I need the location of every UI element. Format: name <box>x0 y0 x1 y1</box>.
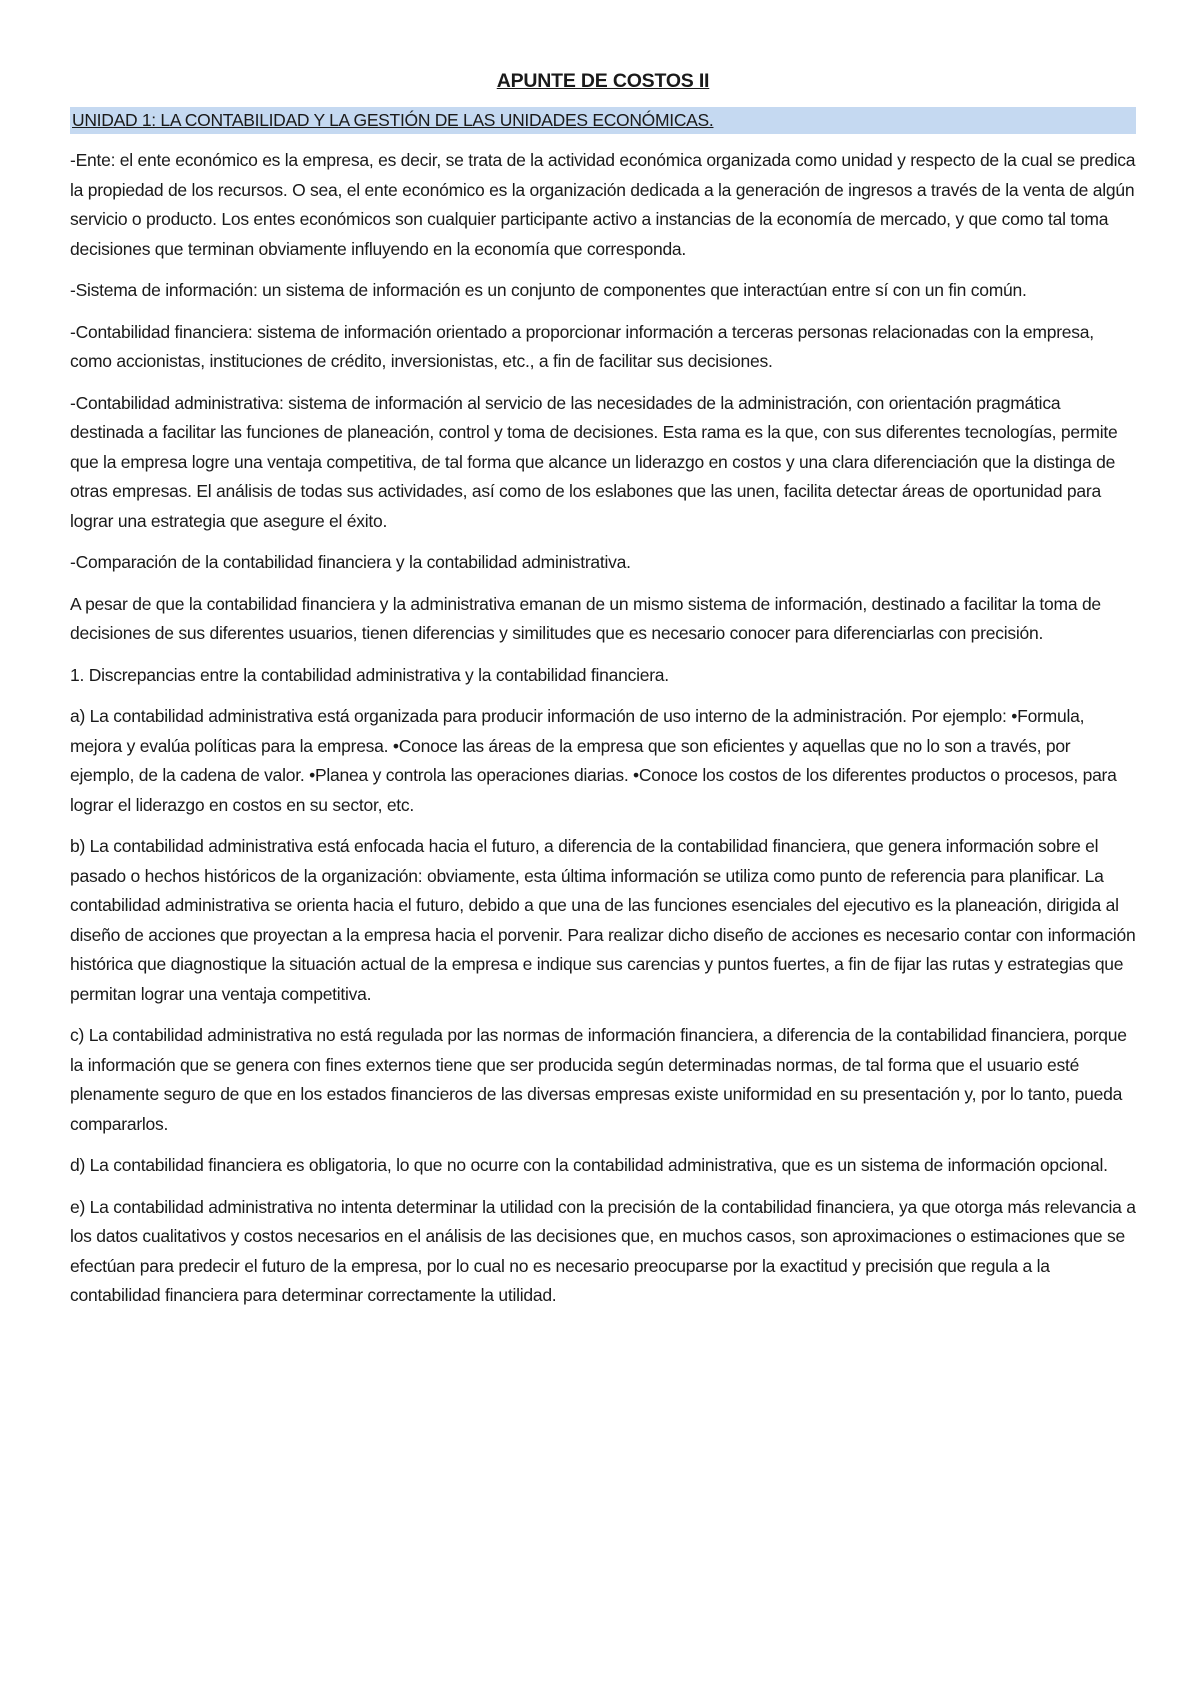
paragraph-contabilidad-administrativa: -Contabilidad administrativa: sistema de información al servicio de las necesidades de la administración, con orientación pragmática destinada a facilitar las funciones de planeación, control y toma de decisiones. Esta rama es la que, con sus diferentes tecnologías, permite que la empresa logre una ventaja competitiva, de tal forma que alcance un liderazgo en costos y una clara diferenciación que la distinga de otras empresas. El análisis de todas sus actividades, así como de los eslabones que las unen, facilita detectar áreas de oportunidad para lograr una estrategia que asegure el éxito. <box>70 392 1118 531</box>
paragraph-item-c: c) La contabilidad administrativa no está regulada por las normas de información financiera, a diferencia de la contabilidad financiera, porque la información que se genera con fines externos tiene que ser producida según determinadas normas, de tal forma que el usuario esté plenamente seguro de que en los estados financieros de las diversas empresas existe uniformidad en su presentación y, por lo tanto, pueda compararlos. <box>70 1025 1127 1134</box>
paragraph-ente: -Ente: el ente económico es la empresa, es decir, se trata de la actividad económica organizada como unidad y respecto de la cual se predica la propiedad de los recursos. O sea, el ente económico es la organización dedicada a la generación de ingresos a través de la venta de algún servicio o producto. Los entes económicos son cualquier participante activo a instancias de la economía de mercado, y que como tal toma decisiones que terminan obviamente influyendo en la economía que corresponda. <box>70 150 1136 259</box>
paragraph-item-d: d) La contabilidad financiera es obligatoria, lo que no ocurre con la contabilidad administrativa, que es un sistema de información opcional. <box>70 1155 1108 1175</box>
paragraph-contabilidad-financiera: -Contabilidad financiera: sistema de información orientado a proporcionar información a terceras personas relacionadas con la empresa, como accionistas, instituciones de crédito, inversionistas, etc., a fin de facilitar sus decisiones. <box>70 321 1094 371</box>
paragraph-comparacion: -Comparación de la contabilidad financiera y la contabilidad administrativa. <box>70 552 631 572</box>
paragraph-item-e: e) La contabilidad administrativa no intenta determinar la utilidad con la precisión de la contabilidad financiera, ya que otorga más relevancia a los datos cualitativos y costos necesarios en el análisis de las decisiones que, en muchos casos, son aproximaciones o estimaciones que se efectúan para predecir el futuro de la empresa, por lo cual no es necesario preocuparse por la exactitud y precisión que regula a la contabilidad financiera para determinar correctamente la utilidad. <box>70 1196 1136 1305</box>
unit-heading: UNIDAD 1: LA CONTABILIDAD Y LA GESTIÓN DE LAS UNIDADES ECONÓMICAS. <box>70 107 1136 134</box>
paragraph-discrepancias: 1. Discrepancias entre la contabilidad administrativa y la contabilidad financiera. <box>70 664 669 685</box>
paragraph-item-b: b) La contabilidad administrativa está enfocada hacia el futuro, a diferencia de la contabilidad financiera, que genera información sobre el pasado o hechos históricos de la organización: obviamente, esta última información se utiliza como punto de referencia para planificar. La contabilidad administrativa se orienta hacia el futuro, debido a que una de las funciones esenciales del ejecutivo es la planeación, dirigida al diseño de acciones que proyectan a la empresa hacia el porvenir. Para realizar dicho diseño de acciones es necesario contar con información histórica que diagnostique la situación actual de la empresa e indique sus carencias y puntos fuertes, a fin de fijar las rutas y estrategias que permitan lograr una ventaja competitiva. <box>70 836 1136 1004</box>
document-title: APUNTE DE COSTOS II <box>496 70 710 92</box>
paragraph-sistema-informacion: -Sistema de información: un sistema de información es un conjunto de componentes que interactúan entre sí con un fin común. <box>70 280 1027 300</box>
paragraph-item-a: a) La contabilidad administrativa está organizada para producir información de uso interno de la administración. Por ejemplo: •Formula, mejora y evalúa políticas para la empresa. •Conoce las áreas de la empresa que son eficientes y aquellas que no lo son a través, por ejemplo, de la cadena de valor. •Planea y controla las operaciones diarias. •Conoce los costos de los diferentes productos o procesos, para lograr el liderazgo en costos en su sector, etc. <box>70 706 1117 815</box>
paragraph-a-pesar: A pesar de que la contabilidad financiera y la administrativa emanan de un mismo sistema de información, destinado a facilitar la toma de decisiones de sus diferentes usuarios, tienen diferencias y similitudes que es necesario conocer para diferenciarlas con precisión. <box>70 593 1101 643</box>
